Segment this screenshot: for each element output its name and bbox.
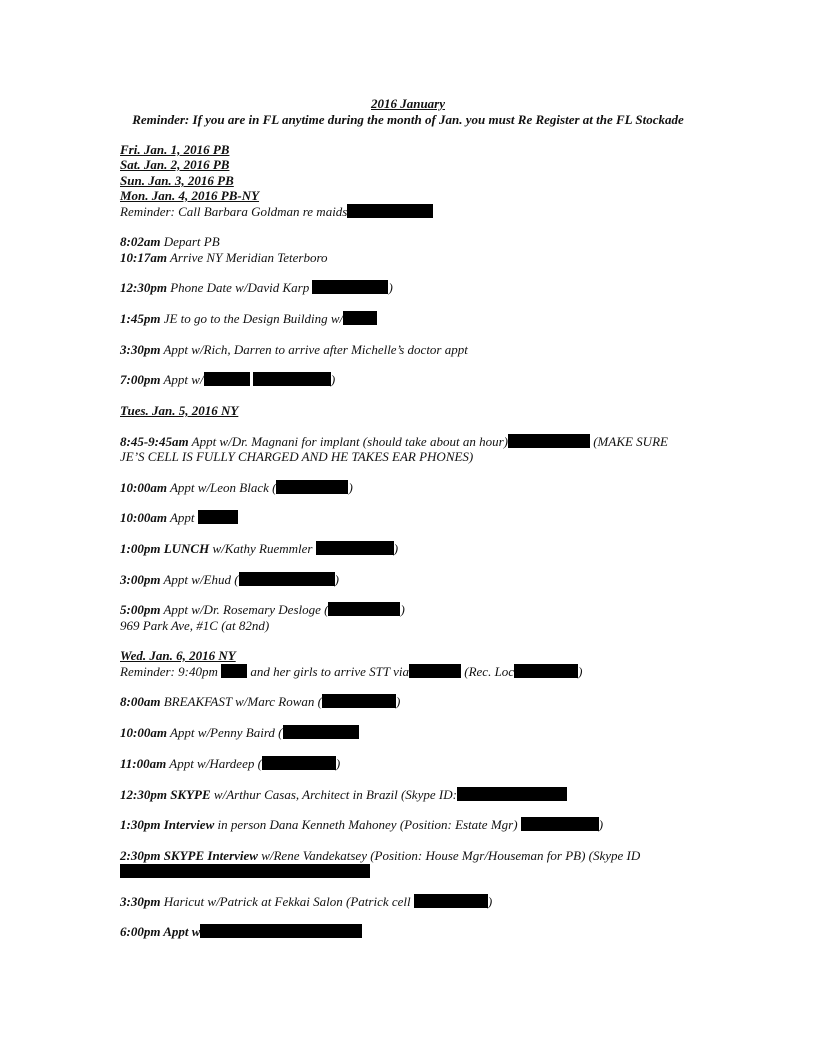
redaction-block <box>409 664 461 678</box>
tue-event-desloge <box>120 602 405 618</box>
tue-event-implant <box>120 434 668 450</box>
redaction-block <box>221 664 247 678</box>
event-text: Depart PB <box>163 234 220 249</box>
redaction-block <box>312 280 388 294</box>
event-text: Appt w/Ehud ( <box>163 572 239 587</box>
event-text: w/Kathy Ruemmler <box>212 541 313 556</box>
event-text: Appt w/Dr. Rosemary Desloge ( <box>163 602 329 617</box>
mon-event-appt <box>120 372 335 388</box>
event-text: Haricut w/Patrick at Fekkai Salon (Patrick cell <box>163 894 411 909</box>
event-time: 1:30pm Interview <box>120 817 215 832</box>
event-text: JE to go to the Design Building w/ <box>163 311 344 326</box>
mon-event-phone <box>120 280 393 296</box>
event-time: 1:45pm <box>120 311 161 326</box>
mon-event-arrive <box>120 250 328 266</box>
tue-event-ehud <box>120 572 339 588</box>
redaction-block <box>262 756 336 770</box>
wed-event-interview-mahoney <box>120 817 603 833</box>
header-reminder: Reminder: If you are in FL anytime during the month of Jan. you must Re Register at the FL Stockade <box>132 112 684 127</box>
event-text-after: (MAKE SURE <box>593 434 668 449</box>
event-time: 8:00am <box>120 694 161 709</box>
event-time: 12:30pm <box>120 280 167 295</box>
event-text: Appt w/ <box>163 372 204 387</box>
event-text: Appt w/Penny Baird ( <box>169 725 283 740</box>
redaction-block <box>521 817 599 831</box>
mon-reminder <box>120 204 433 220</box>
redaction-block <box>198 510 238 524</box>
redaction-block <box>316 541 394 555</box>
wed-reminder-text: Reminder: 9:40pm <box>120 664 218 679</box>
date-heading-jan1: Fri. Jan. 1, 2016 PB <box>120 142 230 157</box>
tue-event-desloge-address: 969 Park Ave, #1C (at 82nd) <box>120 618 270 633</box>
event-text-end: ) <box>396 694 401 709</box>
redaction-block <box>347 204 433 218</box>
wed-event-skype-id-line <box>120 864 370 880</box>
redaction-block <box>204 372 250 386</box>
event-time: 1:00pm LUNCH <box>120 541 210 556</box>
event-text: w/Arthur Casas, Architect in Brazil (Skype ID: <box>213 787 457 802</box>
mon-event-design <box>120 311 377 327</box>
event-time: 3:00pm <box>120 572 161 587</box>
tue-event-implant-continued: JE’S CELL IS FULLY CHARGED AND HE TAKES EAR PHONES) <box>120 449 474 464</box>
redaction-block <box>322 694 396 708</box>
redaction-block <box>343 311 377 325</box>
event-text: in person Dana Kenneth Mahoney (Position: Estate Mgr) <box>217 817 518 832</box>
event-text-end: ) <box>487 894 493 909</box>
redaction-block <box>283 725 359 739</box>
redaction-block <box>414 894 488 908</box>
event-text: Appt w/Rich, Darren to arrive after Michelle’s doctor appt <box>163 342 468 357</box>
redaction-block <box>328 602 400 616</box>
redaction-block <box>276 480 348 494</box>
event-time: 10:00am <box>120 480 167 495</box>
event-time: 8:45-9:45am <box>120 434 189 449</box>
event-time: 12:30pm SKYPE <box>120 787 211 802</box>
wed-event-haircut <box>120 894 492 910</box>
wed-reminder-text-2: and her girls to arrive STT via <box>250 664 410 679</box>
event-time: 10:17am <box>120 250 167 265</box>
event-text: Phone Date w/David Karp <box>170 280 310 295</box>
event-time: 5:00pm <box>120 602 161 617</box>
wed-reminder <box>120 664 582 680</box>
tue-event-leon <box>120 480 353 496</box>
redaction-block <box>253 372 331 386</box>
event-text: Arrive NY Meridian Teterboro <box>169 250 328 265</box>
page-title: 2016 January <box>370 96 446 111</box>
event-text-end: ) <box>334 572 339 587</box>
event-text-end: ) <box>598 817 604 832</box>
wed-event-breakfast <box>120 694 400 710</box>
date-heading-jan5: Tues. Jan. 5, 2016 NY <box>120 403 239 418</box>
event-text: BREAKFAST w/Marc Rowan ( <box>163 694 322 709</box>
event-time: 6:00pm Appt w <box>120 924 201 939</box>
event-text-end: ) <box>388 280 393 295</box>
event-time: 11:00am <box>120 756 167 771</box>
redaction-block <box>120 864 370 878</box>
mon-event-rich <box>120 342 468 358</box>
tue-event-appt <box>120 510 238 526</box>
event-time: 8:02am <box>120 234 161 249</box>
mon-reminder-text: Reminder: Call Barbara Goldman re maids <box>120 204 348 219</box>
event-text-end: ) <box>348 480 353 495</box>
date-heading-jan4: Mon. Jan. 4, 2016 PB-NY <box>120 188 260 203</box>
wed-event-evening-appt <box>120 924 362 940</box>
event-time: 7:00pm <box>120 372 161 387</box>
event-time: 2:30pm SKYPE Interview <box>120 848 258 863</box>
tue-event-lunch <box>120 541 398 557</box>
event-time: 10:00am <box>120 510 167 525</box>
date-heading-jan2: Sat. Jan. 2, 2016 PB <box>120 157 230 172</box>
event-text: w/Rene Vandekatsey (Position: House Mgr/Houseman for PB) (Skype ID <box>261 848 641 863</box>
redaction-block <box>239 572 335 586</box>
event-time: 3:30pm <box>120 342 161 357</box>
date-heading-jan6: Wed. Jan. 6, 2016 NY <box>120 648 236 663</box>
event-text: Appt <box>169 510 195 525</box>
mon-event-depart <box>120 234 220 250</box>
event-text: Appt w/Leon Black ( <box>169 480 277 495</box>
event-time: 3:30pm <box>120 894 161 909</box>
wed-event-skype-vandekatsey <box>120 848 640 864</box>
date-heading-jan3: Sun. Jan. 3, 2016 PB <box>120 173 234 188</box>
event-text-end: ) <box>335 756 341 771</box>
wed-event-penny <box>120 725 359 741</box>
wed-event-hardeep <box>120 756 340 772</box>
wed-reminder-text-4: ) <box>578 664 583 679</box>
wed-event-skype-casas <box>120 787 567 803</box>
event-text-end: ) <box>393 541 399 556</box>
redaction-block <box>514 664 578 678</box>
event-text-end: ) <box>400 602 405 617</box>
event-text: Appt w/Dr. Magnani for implant (should take about an hour) <box>191 434 508 449</box>
redaction-block <box>508 434 590 448</box>
redaction-block <box>457 787 567 801</box>
event-text: Appt w/Hardeep ( <box>169 756 262 771</box>
event-text-end: ) <box>330 372 336 387</box>
redaction-block <box>200 924 362 938</box>
wed-reminder-text-3: (Rec. Loc <box>464 664 515 679</box>
event-time: 10:00am <box>120 725 167 740</box>
